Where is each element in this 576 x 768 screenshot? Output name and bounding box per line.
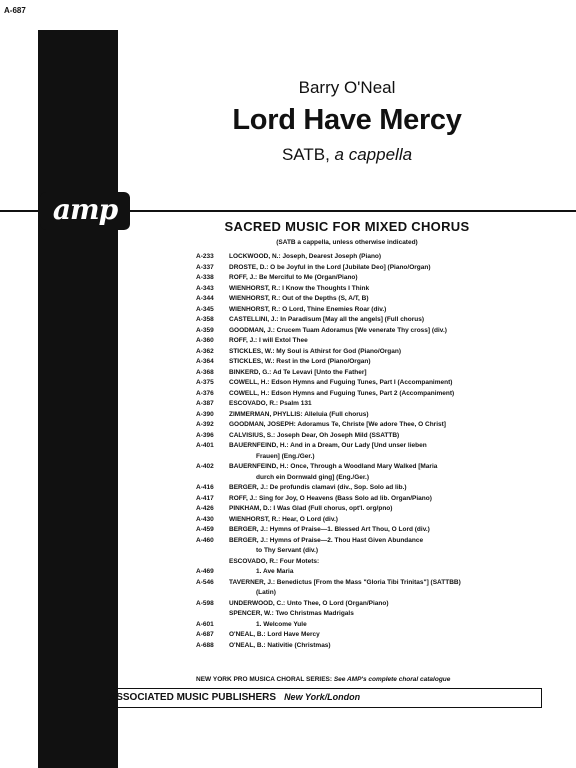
catalog-number-cell: A-375 [196,379,214,386]
catalog-number-cell: A-687 [196,631,214,638]
catalog-subheading: (SATB a cappella, unless otherwise indicated) [276,239,418,246]
catalog-number-cell: A-598 [196,599,214,607]
catalog-row [196,410,542,421]
catalog-entry-text: BERGER, J.: Hymns of Praise—2. Thou Hast Given Abundance [229,536,424,544]
catalog-entry-text: BERGER, J.: Hymns of Praise—1. Blessed Art Thou, O Lord (div.) [229,526,430,533]
amp-logo-text: amp [52,193,118,226]
catalog-number-cell: A-376 [196,389,214,397]
catalog-number-cell: A-688 [196,641,214,649]
catalog-number-cell: A-417 [196,494,214,502]
amp-logo [40,192,130,230]
catalog-list [196,252,542,651]
catalog-row [196,525,542,536]
catalog-entry-text: STICKLES, W.: My Soul is Athirst for God (Piano/Organ) [229,347,402,355]
catalog-row [196,368,542,379]
catalog-row [196,326,542,337]
catalog-number-cell: A-401 [196,442,214,449]
catalog-number-cell: A-460 [196,536,214,544]
catalog-row [196,630,542,641]
catalog-entry-text: durch ein Dornwald ging] (Eng./Ger.) [256,473,370,481]
publisher-box [100,688,542,708]
voicing [118,145,576,165]
series-line [196,676,546,683]
catalog-number-cell: A-337 [196,263,214,271]
black-spine-band [38,30,118,768]
catalog-number-cell: A-430 [196,515,214,523]
catalog-entry-text: ESCOVADO, R.: Four Motets: [229,557,320,565]
catalog-row [196,515,542,526]
catalog-entry-text: to Thy Servant (div.) [256,547,318,554]
catalog-number-cell [196,609,229,620]
catalog-row [196,263,542,274]
catalog-number-cell: A-359 [196,326,214,334]
catalog-entry-text: COWELL, H.: Edson Hymns and Fuguing Tunes, Part I (Accompaniment) [229,379,453,386]
catalog-number-cell: A-364 [196,358,214,365]
catalog-entry-text: TAVERNER, J.: Benedictus [From the Mass "Gloria Tibi Trinitas"] (SATTBB) [229,578,461,586]
catalog-row [196,378,542,389]
catalog-number-cell: A-338 [196,274,214,281]
catalog-entry-text: SPENCER, W.: Two Christmas Madrigals [229,610,354,617]
catalog-row [196,609,542,620]
catalog-entry-text: WIENHORST, R.: O Lord, Thine Enemies Roar (div.) [229,305,387,313]
catalog-row [196,420,542,431]
catalog-entry-text: ROFF, J.: I will Extol Thee [229,337,308,344]
catalog-row [196,620,542,631]
catalog-entry-text: ROFF, J.: Sing for Joy, O Heavens (Bass Solo ad lib. Organ/Piano) [229,494,432,502]
catalog-row [196,347,542,358]
catalog-entry-text: CALVISIUS, S.: Joseph Dear, Oh Joseph Mild (SSATTB) [229,431,400,439]
catalog-entry-text: Frauen] (Eng./Ger.) [256,452,315,460]
series-note: See AMP's complete choral catalogue [333,676,451,683]
catalog-number-cell: A-459 [196,526,214,533]
catalog-entry-text: STICKLES, W.: Rest in the Lord (Piano/Organ) [229,358,371,365]
catalog-entry-text: CASTELLINI, J.: In Paradisum [May all the angels] (Full chorus) [229,316,425,323]
catalog-number-cell: A-392 [196,421,214,428]
catalog-entry-text: O'NEAL, B.: Lord Have Mercy [229,631,320,638]
voicing-style: a cappella [334,145,413,164]
work-title: Lord Have Mercy [232,104,462,136]
catalog-number-cell: A-469 [196,568,214,575]
catalog-row [196,431,542,442]
catalog-entry-text: ZIMMERMAN, PHYLLIS: Alleluia (Full chorus) [229,410,369,418]
catalog-entry-text: WIENHORST, R.: Out of the Depths (S, A/T, B) [229,295,369,302]
catalog-number-cell: A-390 [196,410,214,418]
catalog-number-cell: A-387 [196,400,214,407]
catalog-entry-text: (Latin) [256,589,276,596]
series-prefix: NEW YORK PRO MUSICA CHORAL SERIES: [196,676,333,683]
catalog-row [196,357,542,368]
catalog-entry-text: O'NEAL, B.: Nativitie (Christmas) [229,641,331,649]
publisher-city: New York/London [284,692,361,702]
catalog-number-cell: A-345 [196,305,214,313]
catalog-number-cell: A-360 [196,337,214,344]
catalog-entry-text: ROFF, J.: Be Merciful to Me (Organ/Piano) [229,274,358,281]
catalog-entry-text: WIENHORST, R.: I Know the Thoughts I Think [229,284,370,292]
catalog-row [196,252,542,263]
catalog-entry-text: COWELL, H.: Edson Hymns and Fuguing Tunes, Part 2 (Accompaniment) [229,389,455,397]
catalog-row [196,557,542,568]
catalog-entry-text: BAUERNFEIND, H.: Once, Through a Woodland Mary Walked [Maria [229,463,438,470]
catalog-number-cell [196,546,229,557]
catalog-number-cell [196,452,229,463]
catalog-row [196,588,542,599]
catalog-entry-text: BAUERNFEIND, H.: And in a Dream, Our Lady [Und unser lieben [229,442,427,449]
catalog-row [196,483,542,494]
catalog-row [196,284,542,295]
catalog-row [196,641,542,652]
catalog-number: A-687 [4,6,26,15]
catalog-row [196,494,542,505]
catalog-row [196,462,542,473]
catalog-row [196,473,542,484]
catalog-heading: SACRED MUSIC FOR MIXED CHORUS [224,219,470,234]
catalog-entry-text: BINKERD, G.: Ad Te Levavi [Unto the Father] [229,368,367,376]
catalog-row [196,273,542,284]
catalog-row [196,441,542,452]
catalog-number-cell: A-402 [196,463,214,470]
catalog-row [196,578,542,589]
catalog-entry-text: 1. Welcome Yule [256,620,307,628]
catalog-number-cell: A-344 [196,295,214,302]
voicing-main: SATB, [281,145,330,164]
catalog-entry-text: ESCOVADO, R.: Psalm 131 [229,400,312,407]
catalog-entry-text: UNDERWOOD, C.: Unto Thee, O Lord (Organ/Piano) [229,599,389,607]
catalog-number-cell: A-362 [196,347,214,355]
catalog-entry-text: GOODMAN, J.: Crucem Tuam Adoramus [We venerate Thy cross] (div.) [229,326,447,334]
catalog-row [196,504,542,515]
catalog-row [196,536,542,547]
catalog-entry-text: DROSTE, D.: O be Joyful in the Lord [Jubilate Deo] (Piano/Organ) [229,263,431,271]
composer-name: Barry O'Neal [298,78,396,97]
catalog-number-cell: A-368 [196,368,214,376]
catalog-number-cell: A-601 [196,620,214,628]
catalog-row [196,336,542,347]
catalog-entry-text: 1. Ave Maria [256,568,294,575]
catalog-entry-text: LOCKWOOD, N.: Joseph, Dearest Joseph (Piano) [229,253,382,260]
catalog-row [196,599,542,610]
catalog-number-cell [196,473,229,484]
catalog-number-cell: A-233 [196,253,214,260]
catalog-row [196,399,542,410]
catalog-entry-text: PINKHAM, D.: I Was Glad (Full chorus, opt'l. org/pno) [229,505,393,512]
catalog-entry-text: BERGER, J.: De profundis clamavi (div., Sop. Solo ad lib.) [229,484,407,491]
catalog-row [196,305,542,316]
catalog-row [196,567,542,578]
catalog-row [196,315,542,326]
catalog-number-cell [196,588,229,599]
catalog-number-cell: A-546 [196,578,214,586]
catalog-number-cell: A-396 [196,431,214,439]
catalog-row [196,546,542,557]
catalog-number-cell [196,557,229,568]
catalog-number-cell: A-343 [196,284,214,292]
catalog-number-cell: A-416 [196,484,214,491]
catalog-entry-text: WIENHORST, R.: Hear, O Lord (div.) [229,515,338,523]
catalog-row [196,389,542,400]
catalog-row [196,452,542,463]
catalog-entry-text: GOODMAN, JOSEPH: Adoramus Te, Christe [We adore Thee, O Christ] [229,421,446,428]
publisher-name: ASSOCIATED MUSIC PUBLISHERS [109,692,277,703]
catalog-number-cell: A-358 [196,316,214,323]
catalog-number-cell: A-426 [196,505,214,512]
catalog-row [196,294,542,305]
